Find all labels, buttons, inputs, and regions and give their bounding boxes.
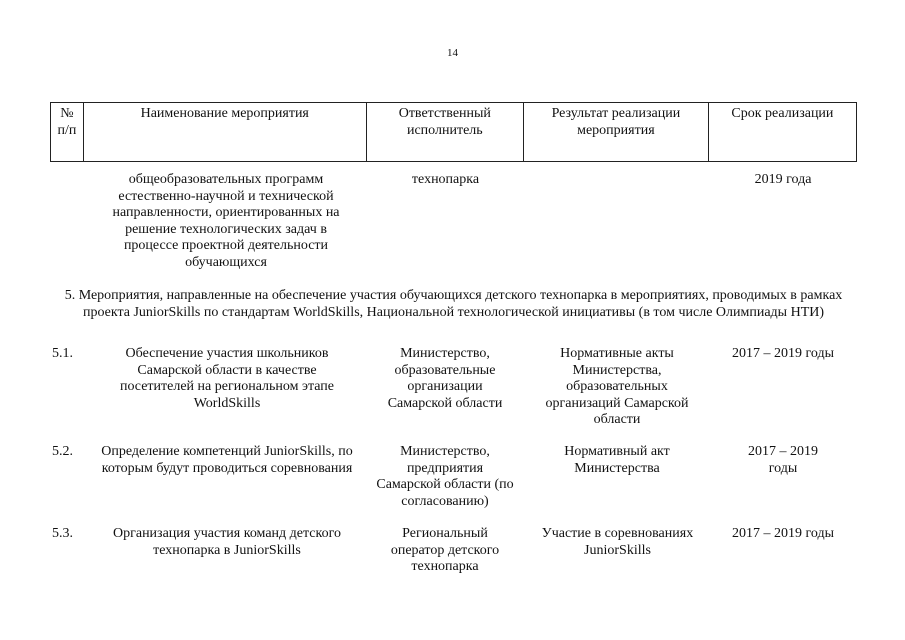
header-col-number: № п/п	[51, 103, 84, 162]
row-responsible: Региональный оператор детского технопарка	[390, 526, 500, 574]
row-result: Нормативные акты Министерства, образовательных организаций Самарской области	[545, 346, 689, 427]
row-term: 2017 – 2019 годы	[731, 346, 835, 361]
row-number: 5.1.	[52, 346, 73, 361]
row-term: 2019 года	[754, 172, 812, 187]
row-result: Нормативный акт Министерства	[564, 444, 670, 476]
row-name: Организация участия команд детского технопарка в JuniorSkills	[113, 526, 341, 558]
row-name: общеобразовательных программ естественно-научной и технической направленности, ориентированных на решение технологических задач в процессе проектной деятельности обучающихся	[112, 172, 340, 270]
table-header	[50, 102, 857, 162]
row-result: Участие в соревнованиях JuniorSkills	[541, 526, 694, 558]
row-responsible: технопарка	[411, 172, 480, 187]
section-heading	[50, 288, 857, 321]
header-col-name: Наименование мероприятия	[83, 103, 366, 162]
header-col-result: Результат реализации мероприятия	[523, 103, 708, 162]
section-title: Мероприятия, направленные на обеспечение участия обучающихся детского технопарка в мероприятиях, проводимых в рамках проекта JuniorSkills по стандартам WorldSkills, Национальной технологической инициативы (в том числе Олимпиады НТИ)	[78, 288, 843, 320]
row-name: Определение компетенций JuniorSkills, по которым будут проводиться соревнования	[101, 444, 353, 476]
row-responsible: Министерство, предприятия Самарской области (по согласованию)	[376, 444, 514, 509]
row-name: Обеспечение участия школьников Самарской области в качестве посетителей на региональном этапе WorldSkills	[119, 346, 335, 411]
header-col-responsible: Ответственный исполнитель	[366, 103, 523, 162]
row-term: 2017 – 2019 годы	[748, 444, 818, 476]
row-responsible: Министерство, образовательные организации Самарской области	[387, 346, 503, 411]
header-col-term: Срок реализации	[708, 103, 856, 162]
row-number: 5.2.	[52, 444, 73, 459]
section-number: 5.	[64, 288, 76, 303]
page-number: 14	[447, 47, 458, 59]
row-term: 2017 – 2019 годы	[731, 526, 835, 541]
row-number: 5.3.	[52, 526, 73, 541]
